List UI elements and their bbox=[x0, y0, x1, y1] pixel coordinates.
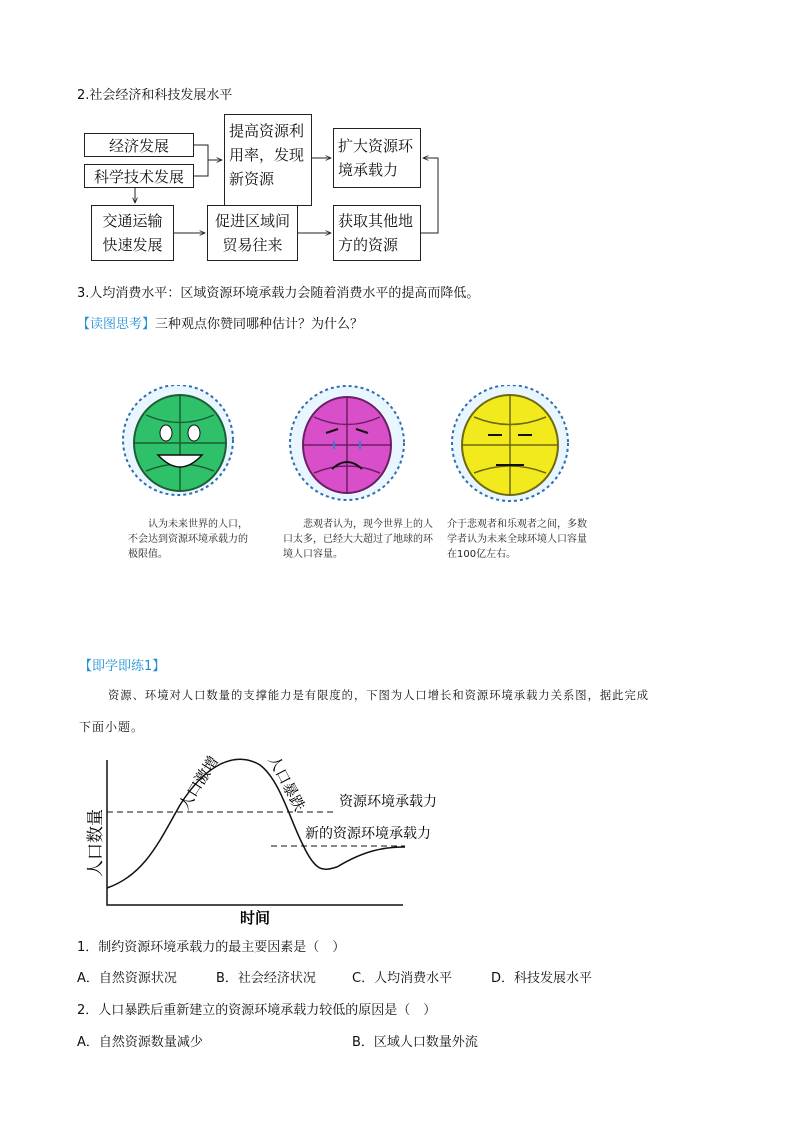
flow-text: 提高资源利 bbox=[229, 122, 305, 140]
read-think bbox=[77, 313, 363, 332]
q1-option-b[interactable]: B．社会经济状况 bbox=[216, 971, 316, 986]
series-label-new-capacity: 新的资源环境承载力 bbox=[305, 826, 431, 842]
q2-option-a[interactable]: A．自然资源数量减少 bbox=[77, 1035, 203, 1050]
globe-caption-3: 介于悲观者和乐观者之间，多数学者认为未来全球环境人口容量在100亿左右。 bbox=[447, 519, 587, 560]
read-think-tag: 【读图思考】 bbox=[77, 317, 156, 332]
globe-caption-2: 悲观者认为，现今世界上的人口太多，已经大大超过了地球的环境人口容量。 bbox=[283, 519, 433, 560]
globes-illustration bbox=[110, 385, 590, 515]
q1-option-c[interactable]: C．人均消费水平 bbox=[352, 971, 453, 986]
practice-intro-2: 下面小题。 bbox=[79, 720, 145, 734]
globe-optimistic bbox=[123, 385, 233, 495]
q2-option-b[interactable]: B．区域人口数量外流 bbox=[352, 1035, 478, 1050]
flow-bracket bbox=[194, 145, 208, 176]
read-think-question: 三种观点你赞同哪种估计？为什么？ bbox=[155, 317, 364, 332]
flow-text: 方的资源 bbox=[338, 236, 399, 254]
practice-intro-1: 资源、环境对人口数量的支撑能力是有限度的，下图为人口增长和资源环境承载力关系图，据此完成 bbox=[108, 689, 650, 702]
y-axis-label: 人口数量 bbox=[86, 809, 106, 877]
q1-option-a[interactable]: A．自然资源状况 bbox=[77, 971, 177, 986]
flow-text: 新资源 bbox=[229, 170, 275, 188]
flow-text: 境承载力 bbox=[338, 161, 399, 179]
q1-option-d[interactable]: D．科技发展水平 bbox=[491, 971, 593, 986]
flow-text: 交通运输 bbox=[102, 212, 163, 230]
flow-box-econ: 经济发展 bbox=[84, 133, 194, 157]
flow-text: 用率，发现 bbox=[229, 146, 305, 164]
globe-pessimistic bbox=[290, 386, 404, 500]
flow-arrow-feedback bbox=[421, 158, 438, 233]
practice-tag: 【即学即练1】 bbox=[79, 659, 166, 674]
annotation-surge: 人口激增 bbox=[175, 752, 223, 814]
globe-caption-1: 认为未来世界的人口，不会达到资源环境承载力的极限值。 bbox=[128, 519, 248, 560]
series-label-capacity: 资源环境承载力 bbox=[339, 794, 437, 810]
flow-text: 快速发展 bbox=[102, 236, 163, 254]
x-axis-label: 时间 bbox=[239, 909, 271, 927]
question-2-stem: 2．人口暴跌后重新建立的资源环境承载力较低的原因是（ ） bbox=[77, 1003, 437, 1018]
section-2-title: 2.社会经济和科技发展水平 bbox=[77, 88, 233, 103]
flow-text: 扩大资源环 bbox=[338, 137, 414, 155]
flow-text: 贸易往来 bbox=[222, 236, 283, 254]
flow-arrows bbox=[0, 0, 794, 300]
annotation-crash: 人口暴跌 bbox=[264, 752, 309, 814]
globe-neutral bbox=[452, 385, 568, 501]
section-3-text: 3.人均消费水平：区域资源环境承载力会随着消费水平的提高而降低。 bbox=[77, 286, 480, 301]
population-curve bbox=[107, 759, 405, 888]
flow-text: 获取其他地 bbox=[338, 212, 414, 230]
flow-box-tech: 科学技术发展 bbox=[84, 164, 194, 188]
question-1-stem: 1．制约资源环境承载力的最主要因素是（ ） bbox=[77, 940, 346, 955]
flow-text: 促进区域间 bbox=[214, 212, 290, 230]
population-chart bbox=[75, 745, 465, 930]
